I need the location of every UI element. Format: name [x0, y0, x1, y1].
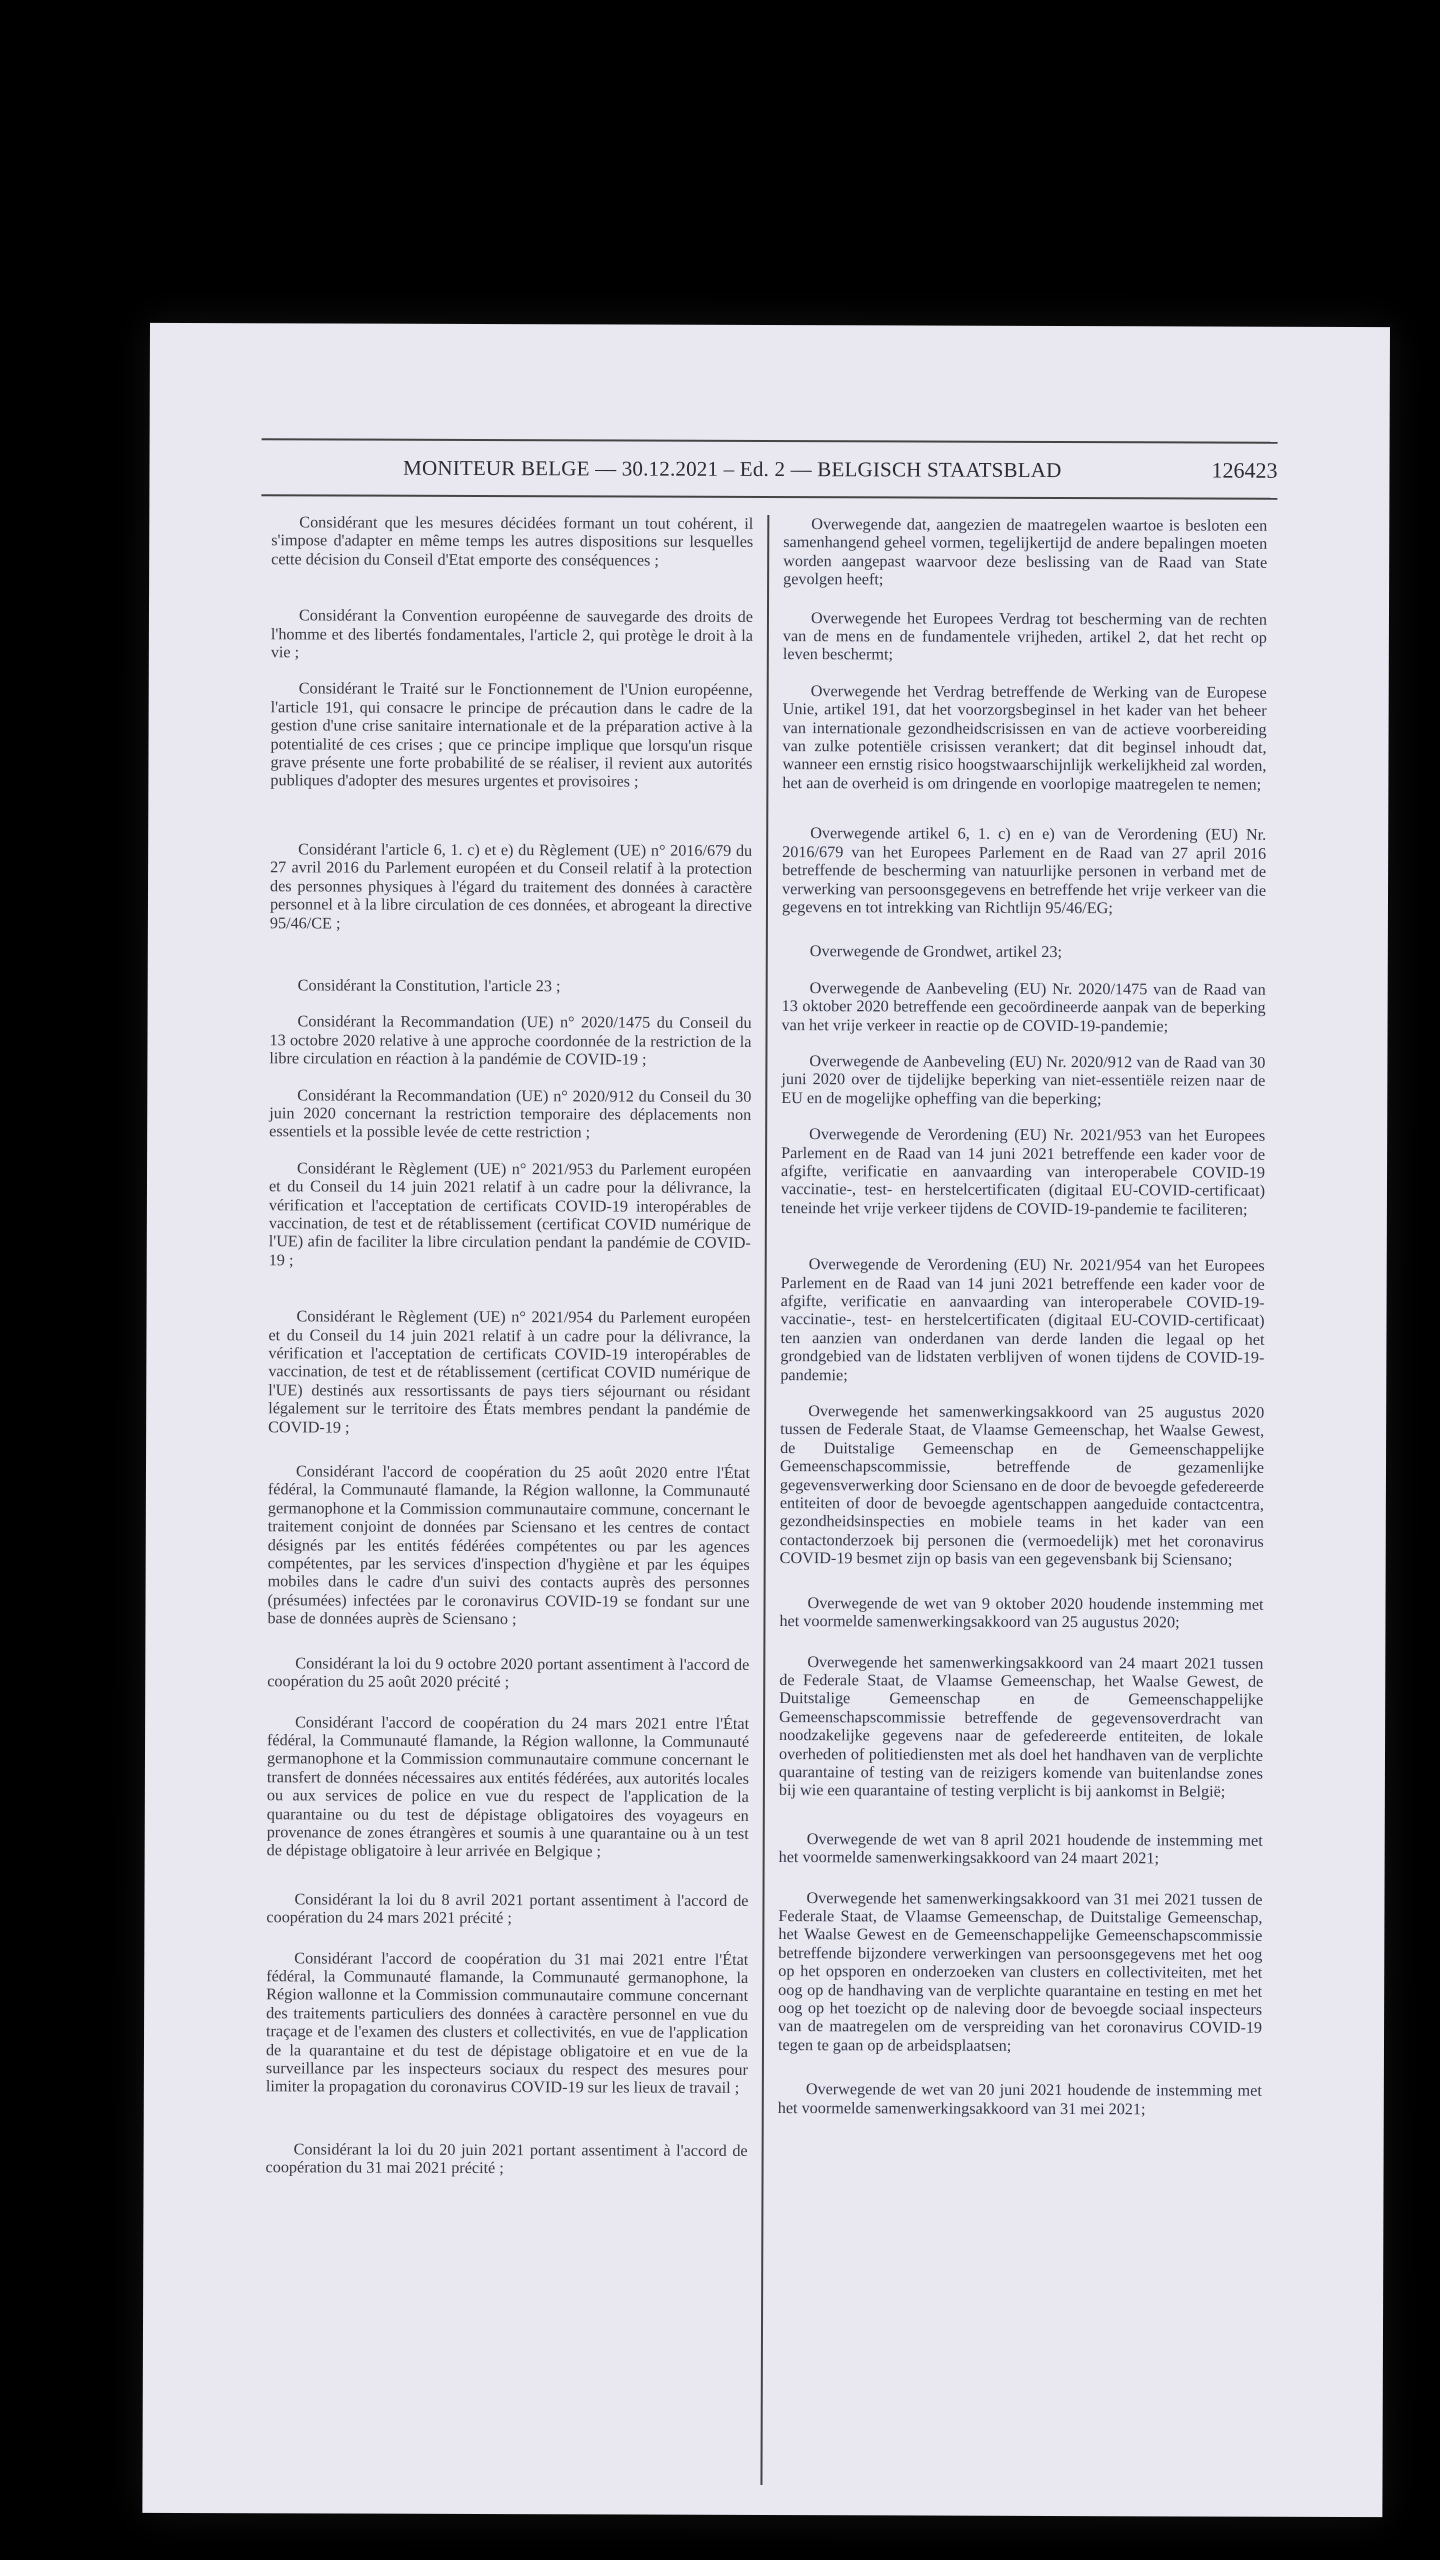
paragraph-nl: Overwegende de Verordening (EU) Nr. 2021/953 van het Europees Parlement en de Raad van 14 juni 2021 betreffende een kader voor de afgifte, verificatie en aanvaarding van interoperabele COVID-19 vaccinatie-, test- en herstelcertificaten (digitaal EU-COVID-certificaat) teneinde het vrije verkeer tijdens de COVID-19-pandemie te faciliteren; — [780, 1125, 1266, 1219]
paragraph-fr: Considérant la Recommandation (UE) n° 2020/1475 du Conseil du 13 octobre 2020 relative à une approche coordonnée de la restriction de la libre circulation en réaction à la pandémie de COVID-19 ; — [269, 1012, 752, 1069]
paragraph-nl: Overwegende dat, aangezien de maatregelen waartoe is besloten een samenhangend geheel vormen, tegelijkertijd de andere bepalingen moeten worden aangepast waarvoor deze beslissing van de Raad van State gevolgen heeft; — [783, 515, 1268, 589]
paragraph-fr: Considérant la loi du 9 octobre 2020 portant assentiment à l'accord de coopération du 25 août 2020 précité ; — [267, 1654, 750, 1692]
header-title: MONITEUR BELGE — 30.12.2021 – Ed. 2 — BELGISCH STAATSBLAD — [403, 455, 1062, 482]
paragraph-nl: Overwegende de wet van 20 juni 2021 houdende de instemming met het voormelde samenwerkingsakkoord van 31 mei 2021; — [777, 2080, 1262, 2118]
paragraph-fr: Considérant la loi du 8 avril 2021 portant assentiment à l'accord de coopération du 24 mars 2021 précité ; — [266, 1890, 749, 1928]
paragraph-nl: Overwegende de Aanbeveling (EU) Nr. 2020/912 van de Raad van 30 juni 2020 over de tijdelijke beperking van niet-essentiële reizen naar de EU en de mogelijke opheffing van die beperking; — [781, 1052, 1266, 1108]
paragraph-fr: Considérant la Recommandation (UE) n° 2020/912 du Conseil du 30 juin 2020 concernant la restriction temporaire des déplacements non essentiels et la possible levée de cette restriction ; — [269, 1085, 752, 1142]
paragraph-fr: Considérant l'article 6, 1. c) et e) du Règlement (UE) n° 2016/679 du 27 avril 2016 du Parlement européen et du Conseil relatif à la protection des personnes physiques à l'égard du traitement des données à caractère personnel et à la libre circulation de ces données, et abrogeant la directive 95/46/CE ; — [269, 840, 753, 933]
paragraph-nl: Overwegende de wet van 9 oktober 2020 houdende instemming met het voormelde samenwerkingsakkoord van 25 augustus 2020; — [779, 1593, 1264, 1632]
paragraph-nl: Overwegende het samenwerkingsakkoord van 24 maart 2021 tussen de Federale Staat, de Vlaamse Gemeenschap, het Waalse Gewest, de Duitstalige Gemeenschap en de Gemeenschappelijke Gemeenschapscommissie betreffende de gegevensoverdracht van noodzakelijke gegevens naar de gefedereerde entiteiten, de lokale overheden of politiediensten met als doel het handhaven van de verplichte quarantaine of testing van de reizigers komende van buitenlandse zones bij wie een quarantaine of testing verplicht is bij aankomst in België; — [778, 1652, 1264, 1801]
document-page — [142, 323, 1390, 2517]
paragraph-nl: Overwegende de wet van 8 april 2021 houdende de instemming met het voormelde samenwerkingsakkoord van 24 maart 2021; — [778, 1829, 1263, 1868]
paragraph-fr: Considérant la loi du 20 juin 2021 portant assentiment à l'accord de coopération du 31 mai 2021 précité ; — [265, 2140, 748, 2178]
paragraph-fr: Considérant la Constitution, l'article 23 ; — [297, 976, 561, 996]
paragraph-fr: Considérant l'accord de coopération du 31 mai 2021 entre l'État fédéral, la Communauté flamande, la Communauté germanophone, la Région wallonne et la Commission communautaire commune concernant des traitements particuliers des données à caractère personnel en vue du traçage et de l'examen des clusters et collectivités, en vue de l'application de la quarantaine et du test de dépistage obligatoire et en vue de la surveillance par les inspecteurs sociaux du respect des mesures pour limiter la propagation du coronavirus COVID-19 sur les lieux de travail ; — [265, 1948, 749, 2098]
paragraph-fr: Considérant l'accord de coopération du 25 août 2020 entre l'État fédéral, la Communauté flamande, la Région wallonne, la Communauté germanophone et la Commission communautaire commune, concernant le traitement conjoint de données par Sciensano et les centres de contact désignés par les entités fédérées compétentes ou par les agences compétentes, par les services d'inspection d'hygiène et par les équipes mobiles dans le cadre d'un suivi des contacts auprès des personnes (présumées) infectées par le coronavirus COVID-19 se fondant sur une base de données auprès de Sciensano ; — [267, 1462, 751, 1629]
paragraph-nl: Overwegende de Grondwet, artikel 23; — [809, 942, 1063, 962]
two-column-body — [254, 513, 1277, 2487]
paragraph-nl: Overwegende het samenwerkingsakkoord van 25 augustus 2020 tussen de Federale Staat, de Vlaamse Gemeenschap, het Waalse Gewest, de Duitstalige Gemeenschap en de Gemeenschappelijke Gemeenschapscommissie, betreffende de gezamenlijke gegevensverwerking door Sciensano en de door de bevoegde gefedereerde entiteiten of door de bevoegde agentschappen aangeduide contactcentra, gezondheidsinspecties en mobiele teams in het kader van een contactonderzoek bij personen die (vermoedelijk) met het coronavirus COVID-19 besmet zijn op basis van een gegevensbank bij Sciensano; — [779, 1402, 1265, 1569]
paragraph-fr: Considérant que les mesures décidées formant un tout cohérent, il s'impose d'adapter en même temps les autres dispositions sur lesquelles cette décision du Conseil d'Etat emporte des conséquences ; — [271, 513, 754, 570]
page-header — [261, 438, 1277, 500]
dutch-column — [762, 515, 1277, 2487]
paragraph-nl: Overwegende de Verordening (EU) Nr. 2021/954 van het Europees Parlement en de Raad van 14 juni 2021 betreffende een kader voor de afgifte, verificatie en aanvaarding van interoperabele COVID-19-vaccinatie-, test- en herstelcertificaten (digitaal EU-COVID-certificaat) ten aanzien van onderdanen van derde landen die legaal op het grondgebied van de lidstaten verblijven of wonen tijdens de COVID-19-pandemie; — [780, 1255, 1265, 1384]
paragraph-fr: Considérant le Traité sur le Fonctionnement de l'Union européenne, l'article 191, qui consacre le principe de précaution dans le cadre de la gestion d'une crise sanitaire internationale et de la préparation active à la potentialité de ces crises ; que ce principe implique que lorsqu'un risque grave présente une forte probabilité de se réaliser, il revient aux autorités publiques d'adopter des mesures urgentes et provisoires ; — [270, 679, 753, 792]
paragraph-fr: Considérant la Convention européenne de sauvegarde des droits de l'homme et des libertés fondamentales, l'article 2, qui protège le droit à la vie ; — [270, 606, 754, 662]
french-column — [254, 513, 769, 2485]
paragraph-nl: Overwegende artikel 6, 1. c) en e) van de Verordening (EU) Nr. 2016/679 van het Europees Parlement en de Raad van 27 april 2016 betreffende de bescherming van natuurlijke personen in verband met de verwerking van persoonsgegevens en betreffende het vrije verkeer van die gegevens en tot intrekking van Richtlijn 95/46/EG; — [781, 824, 1267, 918]
paragraph-nl: Overwegende het samenwerkingsakkoord van 31 mei 2021 tussen de Federale Staat, de Vlaamse Gemeenschap, de Duitstalige Gemeenschap, het Waalse Gewest en de Gemeenschappelijke Gemeenschapscommissie betreffende bijzondere verwerkingen van persoonsgegevens met het oog op het opsporen en onderzoeken van clusters en collectiviteiten, met het oog op de handhaving van de verplichte quarantaine en testing en met het oog op het toezicht op de naleving door de bevoegde sociaal inspecteurs van de maatregelen om de verspreiding van het coronavirus COVID-19 tegen te gaan op de arbeidsplaatsen; — [777, 1888, 1263, 2055]
paragraph-fr: Considérant le Règlement (UE) n° 2021/953 du Parlement européen et du Conseil du 14 juin 2021 relatif à un cadre pour la délivrance, la vérification et l'acceptation de certificats COVID-19 interopérables de vaccination, de test et de rétablissement (certificat COVID numérique de l'UE) afin de faciliter la libre circulation pendant la pandémie de COVID-19 ; — [268, 1159, 752, 1270]
page-number: 126423 — [1211, 457, 1278, 483]
paragraph-nl: Overwegende de Aanbeveling (EU) Nr. 2020/1475 van de Raad van 13 oktober 2020 betreffende een gecoördineerde aanpak van de beperking van het vrije verkeer in reactie op de COVID-19-pandemie; — [781, 978, 1266, 1035]
paragraph-fr: Considérant le Règlement (UE) n° 2021/954 du Parlement européen et du Conseil du 14 juin 2021 relatif à un cadre pour la délivrance, la vérification et l'acceptation de certificats COVID-19 interopérables de vaccination, de test et de rétablissement (certificat COVID numérique de l'UE) destinés aux ressortissants de pays tiers séjournant ou résidant légalement sur le territoire des États membres pendant la pandémie de COVID-19 ; — [268, 1307, 751, 1437]
paragraph-nl: Overwegende het Verdrag betreffende de Werking van de Europese Unie, artikel 191, dat het voorzorgsbeginsel in het kader van het beheer van internationale gezondheidscrisissen en van de actieve voorbereiding van zulke potentiële crisissen verankert; dat dit beginsel inhoudt dat, wanneer een ernstig risico hoogstwaarschijnlijk werkelijkheid zal worden, het aan de overheid is om dringende en voorlopige maatregelen te nemen; — [782, 681, 1267, 794]
paragraph-nl: Overwegende het Europees Verdrag tot bescherming van de rechten van de mens en de fundamentele vrijheden, artikel 2, dat het recht op leven beschermt; — [782, 608, 1268, 664]
paragraph-fr: Considérant l'accord de coopération du 24 mars 2021 entre l'État fédéral, la Communauté flamande, la Région wallonne, la Communauté germanophone et la Commission communautaire commune concernant le transfert de données nécessaires aux entités fédérées, aux autorités locales ou aux services de police en vue du respect de l'application de la quarantaine ou du test de dépistage obligatoires des voyageurs en provenance de zones étrangères et soumis à une quarantaine ou à un test de dépistage obligatoire à leur arrivée en Belgique ; — [266, 1712, 750, 1861]
